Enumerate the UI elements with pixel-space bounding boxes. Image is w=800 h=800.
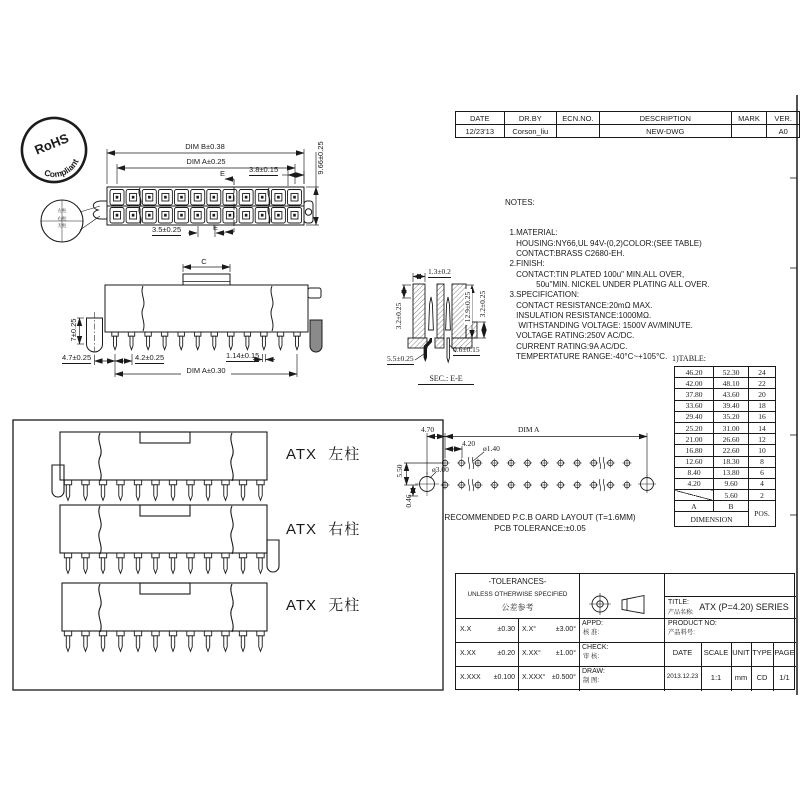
revision-header: VER. (767, 112, 800, 125)
dim-table-cell: 21.00 (675, 434, 714, 445)
divider (664, 596, 796, 597)
dim-label-3-8: 3.8±0.15 (249, 165, 279, 174)
dim-table-row (675, 367, 776, 378)
tol-value: ±3.00° (555, 626, 576, 633)
side-view-dimensions (77, 264, 297, 377)
tol-label: X.XXX (460, 674, 481, 681)
tol-label: X.XX° (522, 650, 541, 657)
revision-description: NEW-DWG (599, 125, 731, 138)
dim-table-cell: 29.40 (675, 411, 714, 422)
notes-block (505, 177, 710, 373)
dim-table-row (675, 490, 776, 501)
product-no-label: PRODUCT NO: (668, 620, 717, 627)
info-header-unit: UNIT (732, 648, 750, 657)
revision-header: MARK (731, 112, 767, 125)
tol-value: ±0.500° (551, 674, 576, 681)
revision-header: DR.BY (504, 112, 557, 125)
dim-table-cell: 12.60 (675, 456, 714, 467)
dim-label-dim-a-side: DIM A±0.30 (181, 367, 231, 375)
pcb-dim-4-70: 4.70 (421, 425, 435, 434)
tol-label: X.X (460, 626, 472, 633)
variant-label-right-post: ATX 右柱 (286, 521, 361, 538)
notes-lines (505, 228, 710, 362)
dim-table-row (675, 422, 776, 433)
dim-table-cell: 18.30 (714, 456, 749, 467)
pcb-dim-a: DIM A (518, 425, 540, 434)
variant-label-left-post: ATX 左柱 (286, 446, 361, 463)
info-header-scale: SCALE (703, 648, 729, 657)
dim-label-9-66: 9.66±0.25 (316, 141, 325, 175)
note-line: 1.MATERIAL: (505, 228, 558, 238)
pcb-caption-line1: RECOMMENDED P.C.B OARD LAYOUT (T=1.6MM) (444, 513, 636, 522)
note-line: VOLTAGE RATING:250V AC/DC. (505, 331, 635, 341)
dim-table-cell: 46.20 (675, 367, 714, 378)
note-line: CONTACT:TIN PLATED 100u" MIN.ALL OVER, (505, 269, 685, 279)
dim-label-dim-b: DIM B±0.38 (185, 142, 225, 151)
tol-label: X.X° (522, 626, 537, 633)
info-value-page: 1/1 (779, 673, 790, 682)
pcb-dim-5-50: 5.50 (395, 464, 404, 478)
revision-header: ECN.NO. (557, 112, 600, 125)
revision-header: DESCRIPTION (599, 112, 731, 125)
draw-cn: 制 图: (583, 677, 600, 684)
dim-table-cell: 13.80 (714, 467, 749, 478)
dim-table-cell: 25.20 (675, 422, 714, 433)
dim-table-cell: 20 (749, 389, 776, 400)
dim-label-1-14: 1.14±0.15 (226, 351, 260, 360)
revision-date: 12/23'13 (456, 125, 505, 138)
side-view-linework (77, 264, 322, 377)
dim-label-1-3: 1.3±0.2 (428, 267, 451, 276)
dim-table-title: 1)TABLE: (672, 354, 707, 363)
title-block (455, 573, 795, 690)
dim-table-cell: 31.00 (714, 422, 749, 433)
dim-table-cell: 18 (749, 400, 776, 411)
dim-table-pos: POS. (749, 501, 776, 527)
tol-value: ±0.20 (497, 650, 515, 657)
info-header-type: TYPE (752, 648, 772, 657)
note-line: TEMPERTATURE RANGE:-40°C~+105°C. (505, 352, 668, 362)
dim-table-row (675, 456, 776, 467)
dim-label-12-9: 12.9±0.25 (464, 289, 472, 325)
info-header-date: DATE (672, 648, 693, 657)
detail-bubble-label: 右柱 (57, 215, 67, 221)
dim-table-row (675, 434, 776, 445)
dim-label-5-5: 5.5±0.25 (387, 354, 414, 363)
rohs-text: RoHS (32, 130, 71, 158)
dim-table-cell (675, 490, 714, 501)
product-no-cn: 产品料号: (668, 629, 695, 636)
dim-label-3-2-left: 3.2±0.25 (394, 302, 403, 330)
notes-title: NOTES: (505, 197, 535, 207)
note-line: CURRENT RATING:9A AC/DC. (505, 341, 628, 351)
dim-table-col-b: B (714, 501, 749, 512)
rohs-compliant-text: Compliant (43, 157, 81, 180)
note-line: 2.FINISH: (505, 259, 545, 269)
divider (579, 574, 580, 691)
tol-value: ±0.30 (497, 626, 515, 633)
dim-table-col-a: A (675, 501, 714, 512)
tolerances-cn: 公差参考 (501, 603, 534, 612)
dim-table-row (675, 378, 776, 389)
dim-table-cell: 4.20 (675, 478, 714, 489)
dim-table-cell: 22.60 (714, 445, 749, 456)
section-letter-top: E (220, 169, 226, 178)
revision-drby: Corson_liu (504, 125, 557, 138)
dim-table-cell: 42.00 (675, 378, 714, 389)
note-line: 3.SPECIFICATION: (505, 290, 580, 300)
tolerances-title: -TOLERANCES- (488, 577, 547, 586)
drawing-title: ATX (P=4.20) SERIES (699, 602, 789, 612)
appd-label: APPD: (582, 620, 604, 627)
revision-header-row (456, 112, 800, 125)
dim-table-row (675, 478, 776, 489)
dim-label-dim-a-top: DIM A±0.25 (186, 157, 226, 166)
revision-ver: A0 (767, 125, 800, 138)
info-value-unit: mm (734, 673, 748, 682)
divider (518, 618, 519, 691)
revision-header: DATE (456, 112, 505, 125)
dim-table-cell: 2 (749, 490, 776, 501)
dim-label-7: 7±0.25 (69, 318, 78, 342)
dim-table-dimension: DIMENSION (675, 512, 749, 527)
dim-table-cell: 43.60 (714, 389, 749, 400)
dim-table-cell: 12 (749, 434, 776, 445)
pcb-dia-3-00: ø3.00 (432, 465, 449, 474)
info-header-page: PAGE (774, 648, 795, 657)
tol-label: X.XX (460, 650, 476, 657)
dim-table-cell: 4 (749, 478, 776, 489)
dim-label-4-2: 4.2±0.25 (135, 353, 165, 362)
section-label: SEC.: E-E (418, 375, 474, 385)
dim-table-cell: 16 (749, 411, 776, 422)
dim-table-cell: 16.80 (675, 445, 714, 456)
tol-value: ±1.00° (555, 650, 576, 657)
info-value-scale: 1:1 (710, 673, 722, 682)
divider (456, 618, 796, 619)
dimension-table (674, 366, 776, 527)
detail-bubble-label: 无柱 (57, 223, 67, 228)
dim-table-row (675, 467, 776, 478)
appd-cn: 核 准: (583, 629, 600, 636)
title-cn: 产品名称: (668, 610, 694, 616)
tol-label: X.XXX° (522, 674, 546, 681)
dim-table-cell: 9.60 (714, 478, 749, 489)
check-cn: 审 核: (583, 653, 600, 660)
detail-bubble-label: 左柱 (57, 208, 67, 213)
info-value-type: CD (756, 673, 768, 682)
dim-label-4-7: 4.7±0.25 (62, 353, 92, 362)
note-line: HOUSING:NY66,UL 94V-(0,2)COLOR:(SEE TABLE) (505, 238, 702, 248)
dim-table-cell: 8 (749, 456, 776, 467)
dim-table-row (675, 411, 776, 422)
tol-value: ±0.100 (493, 674, 515, 681)
dim-table-cell: 5.60 (714, 490, 749, 501)
dim-table-footer-row (675, 501, 776, 512)
dim-table-cell: 35.20 (714, 411, 749, 422)
revision-mark (731, 125, 767, 138)
divider (456, 642, 796, 643)
note-line: INSULATION RESISTANCE:1000MΩ. (505, 310, 652, 320)
divider (456, 666, 796, 667)
dim-table-cell: 52.30 (714, 367, 749, 378)
variant-label-no-post: ATX 无柱 (286, 597, 361, 614)
info-value-date: 2013.12.23 (666, 673, 699, 680)
pcb-caption-line2: PCB TOLERANCE:±0.05 (494, 524, 586, 533)
dim-label-c: C (201, 257, 207, 266)
dim-label-3-2-right: 3.2±0.25 (478, 290, 487, 318)
dim-table-cell: 24 (749, 367, 776, 378)
dim-table-row (675, 445, 776, 456)
dim-label-3-5: 3.5±0.25 (152, 225, 182, 234)
dim-table-cell: 6 (749, 467, 776, 478)
section-letter-bottom: E (213, 223, 219, 232)
dim-label-0-6: 0.6±0.15 (453, 345, 480, 354)
dim-table-row (675, 389, 776, 400)
dim-table-cell: 37.80 (675, 389, 714, 400)
revision-table (455, 111, 800, 138)
tolerances-subtitle: UNLESS OTHERWISE SPECIFIED (467, 591, 568, 598)
dim-table-cell: 8.40 (675, 467, 714, 478)
draw-label: DRAW: (582, 668, 605, 675)
note-line: WITHSTANDING VOLTAGE: 1500V AV/MINUTE. (505, 321, 693, 331)
dim-table-cell: 14 (749, 422, 776, 433)
dim-table-row (675, 400, 776, 411)
rohs-stamp (12, 108, 95, 191)
detail-bubble (41, 200, 100, 242)
note-line: CONTACT:BRASS C2680-EH. (505, 249, 625, 259)
pcb-dia-1-40: ø1.40 (483, 444, 500, 453)
variants-linework (13, 420, 443, 690)
note-line: 50u''MIN. NICKEL UNDER PLATING ALL OVER. (505, 279, 710, 289)
dim-table-cell: 33.60 (675, 400, 714, 411)
pcb-dim-0-46: 0.46 (404, 494, 413, 508)
dim-table-cell: 48.10 (714, 378, 749, 389)
dim-table-cell: 22 (749, 378, 776, 389)
dim-table-cell: 10 (749, 445, 776, 456)
revision-value-row (456, 125, 800, 138)
revision-ecn (557, 125, 600, 138)
dim-table-cell: 26.60 (714, 434, 749, 445)
dim-table-cell: 39.40 (714, 400, 749, 411)
pcb-dim-4-20: 4.20 (462, 439, 476, 448)
title-label: TITLE: (668, 599, 690, 606)
note-line: CONTACT RESISTANCE:20mΩ MAX. (505, 300, 653, 310)
check-label: CHECK: (582, 644, 609, 651)
